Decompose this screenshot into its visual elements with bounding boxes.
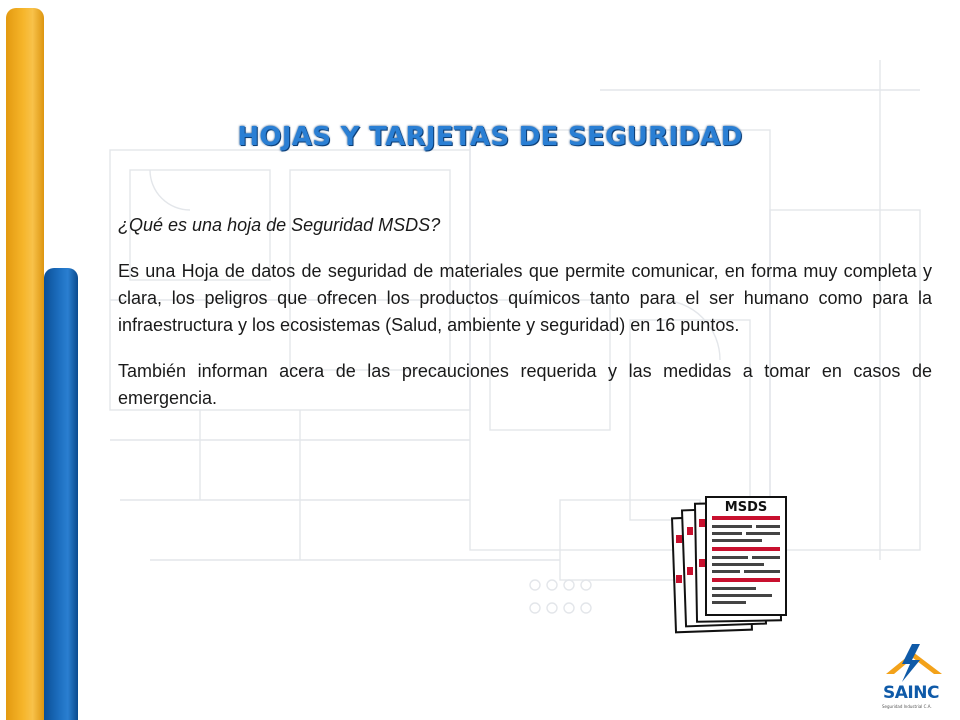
orange-side-bar [6, 8, 44, 720]
paragraph-2: También informan acera de las precauciones requerida y las medidas a tomar en casos de emergencia. [118, 361, 932, 408]
blue-side-bar [44, 268, 78, 720]
question-text: ¿Qué es una hoja de Seguridad MSDS? [118, 215, 441, 235]
logo-wordmark: SAINC [883, 683, 939, 703]
msds-label: MSDS [724, 500, 768, 515]
msds-documents-icon [670, 495, 790, 637]
paragraph-1: Es una Hoja de datos de seguridad de materiales que permite comunicar, en forma muy completa y clara, los peligros que ofrecen los productos químicos tanto para el ser humano como para la infraestructura y los ecosistemas (Salud, ambiente y seguridad) en 16 puntos. [118, 261, 932, 335]
slide-title: HOJAS Y TARJETAS DE SEGURIDAD [237, 122, 743, 152]
logo-tagline: Seguridad Industrial C.A. [882, 704, 932, 709]
slide-body [118, 212, 932, 431]
